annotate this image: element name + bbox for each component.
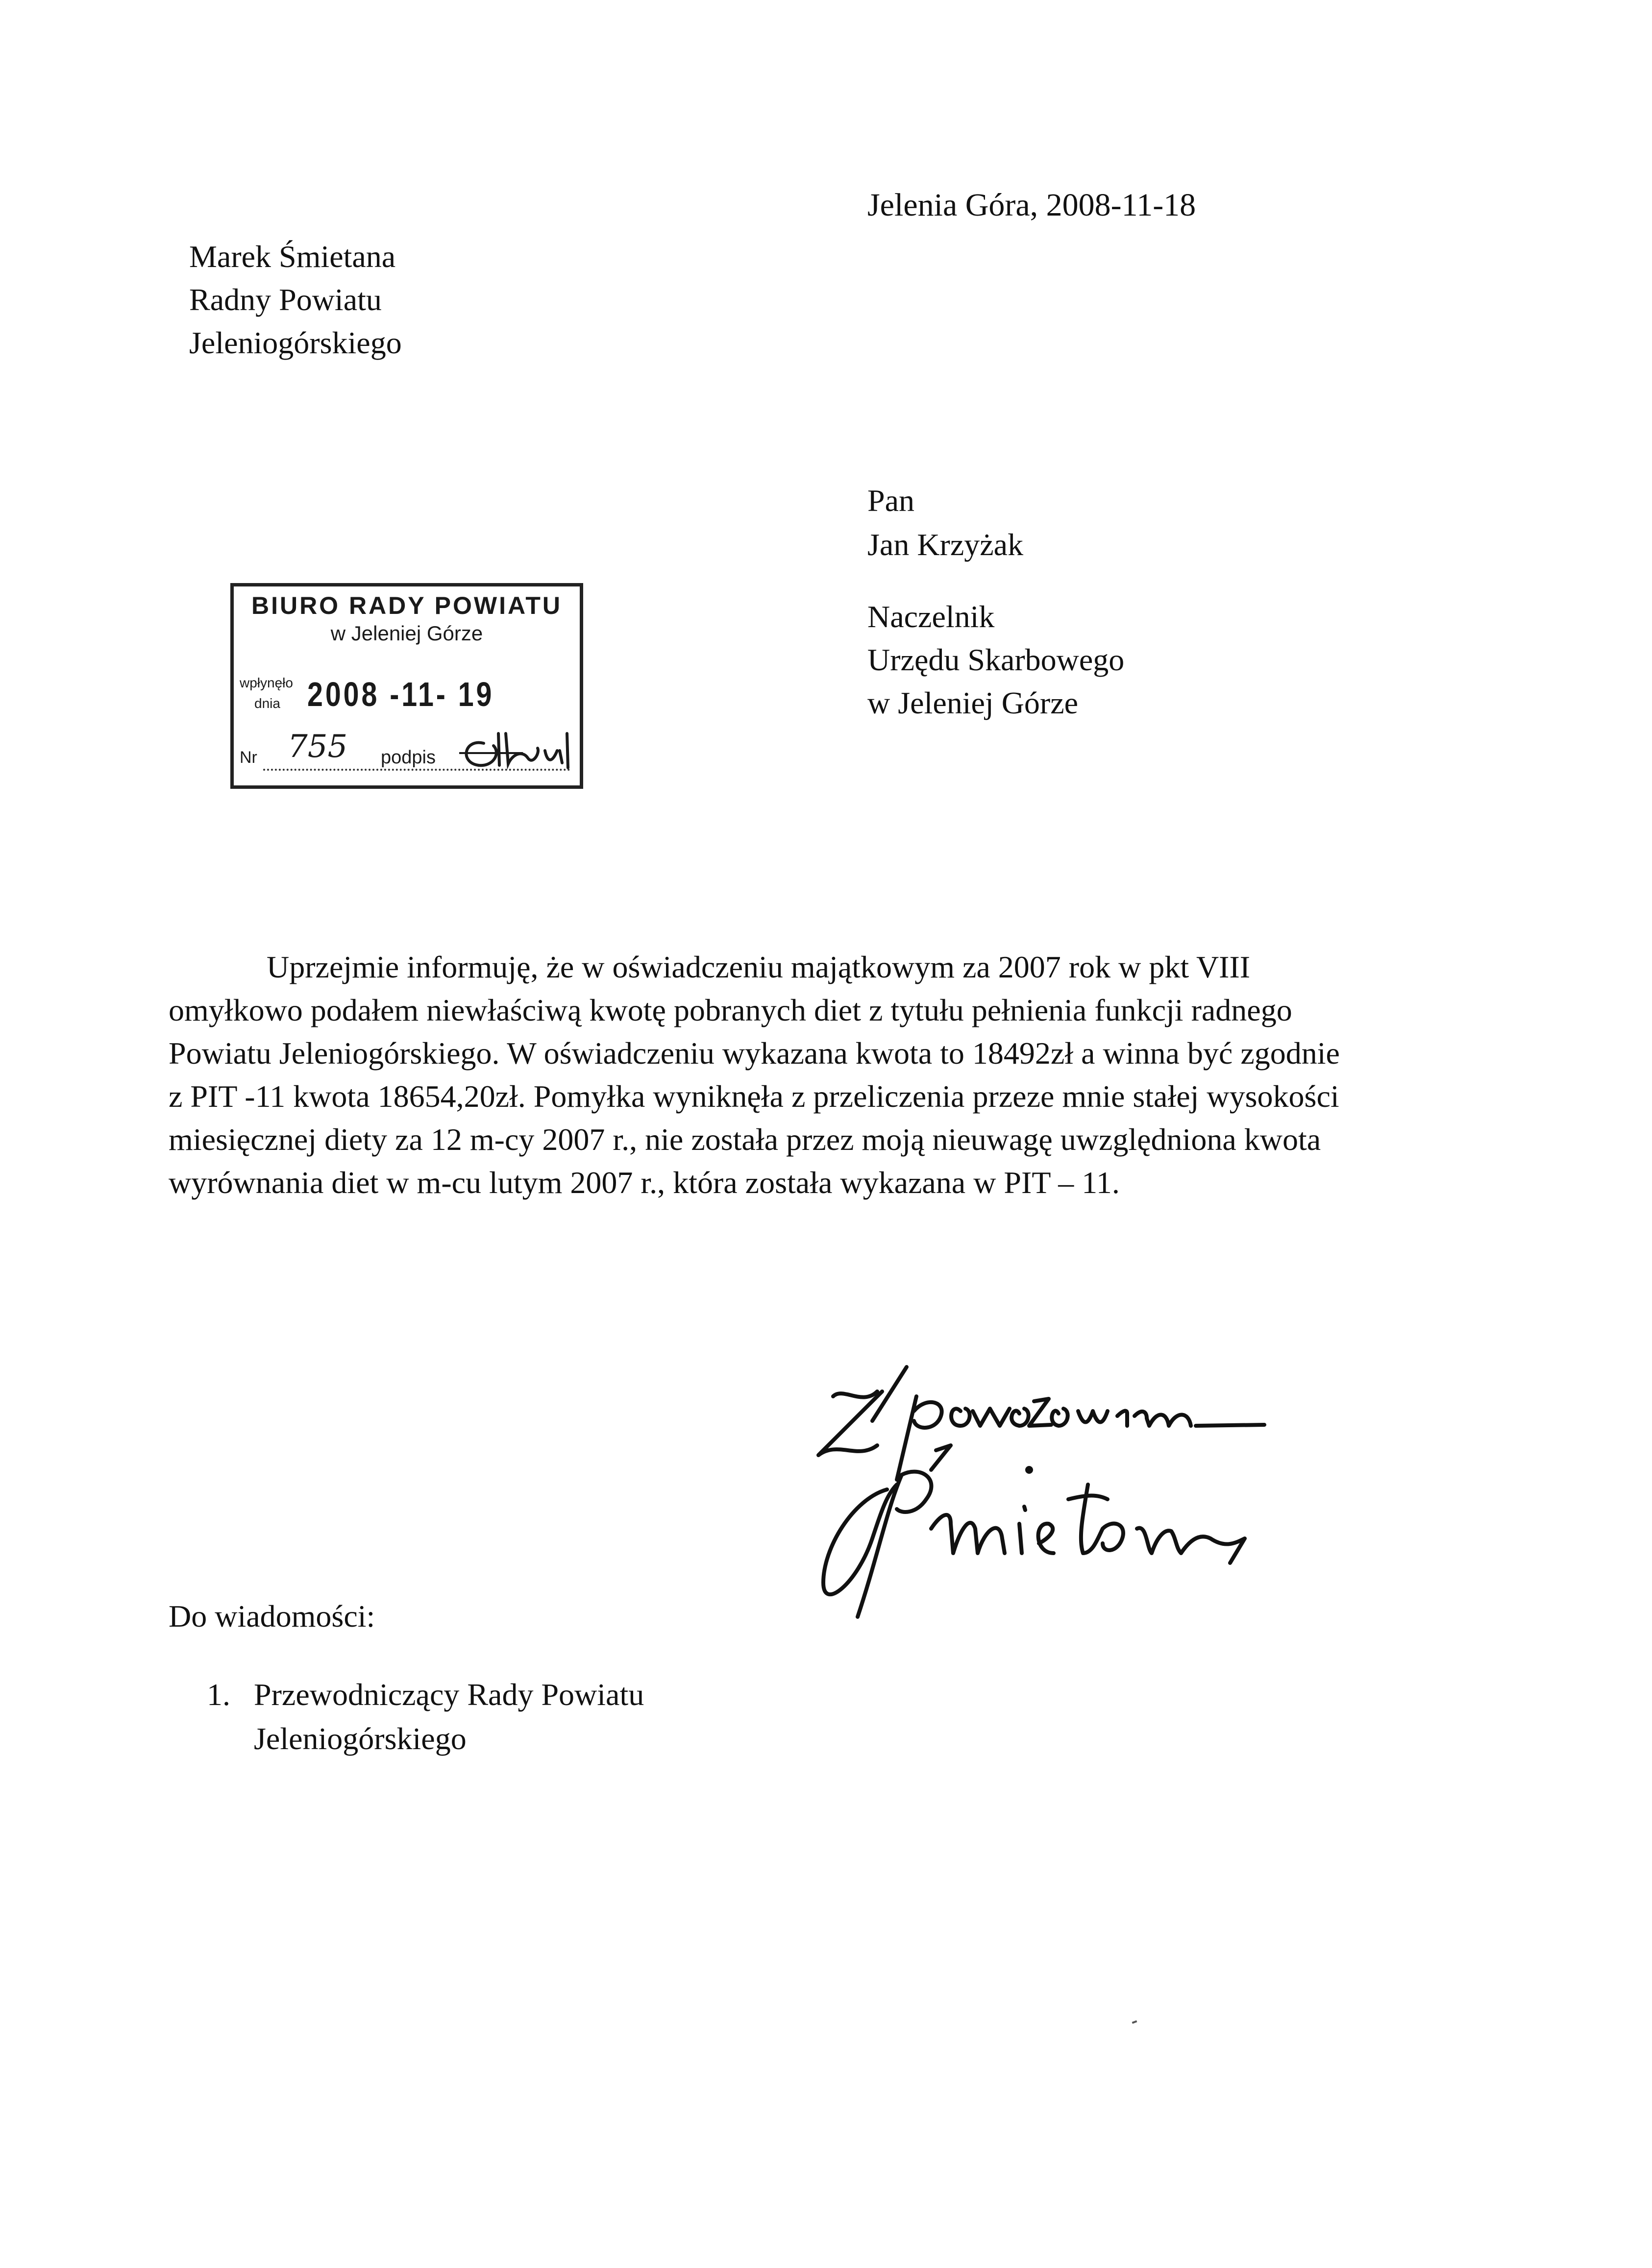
stamp-day-label: dnia: [254, 696, 280, 711]
addressee-office-line: Naczelnik: [867, 599, 995, 634]
cc-item-line2: Jeleniogórskiego: [254, 1721, 467, 1756]
sender-name: Marek Śmietana: [189, 239, 396, 274]
handwritten-closing-signature: [804, 1352, 1411, 1627]
body-line: miesięcznej diety za 12 m-cy 2007 r., nie została przez moją nieuwagę uwzględniona kwota: [169, 1122, 1321, 1157]
stamp-title: BIURO RADY POWIATU: [251, 592, 563, 619]
received-stamp: [230, 583, 583, 789]
stamp-nr-value: 755: [288, 729, 348, 765]
stamp-received-date: 2008 -11- 19: [307, 675, 494, 713]
addressee-office-line: Urzędu Skarbowego: [867, 642, 1125, 677]
body-line: Powiatu Jeleniogórskiego. W oświadczeniu wykazana kwota to 18492zł a winna być zgodnie: [169, 1036, 1340, 1071]
stamp-signature-label: podpis: [381, 747, 436, 768]
cc-item-number: 1.: [207, 1677, 230, 1712]
stamp-nr-label: Nr: [240, 748, 257, 767]
body-line: Uprzejmie informuję, że w oświadczeniu majątkowym za 2007 rok w pkt VIII: [267, 950, 1251, 984]
addressee-salutation: Pan: [867, 483, 914, 518]
stamp-received-label: wpłynęło: [240, 675, 293, 690]
cc-item-line1: Przewodniczący Rady Powiatu: [254, 1677, 644, 1712]
sender-title: Radny Powiatu: [189, 282, 382, 317]
stamp-initials-signature: [454, 724, 577, 778]
sender-block: [189, 235, 402, 365]
stray-mark: [1132, 2020, 1137, 2024]
stamp-subtitle: w Jeleniej Górze: [330, 622, 483, 645]
addressee-office-line: w Jeleniej Górze: [867, 685, 1079, 720]
addressee-name: Jan Krzyżak: [867, 527, 1024, 562]
body-line: wyrównania diet w m-cu lutym 2007 r., która została wykazana w PIT – 11.: [169, 1165, 1120, 1200]
date-line: Jelenia Góra, 2008-11-18: [867, 187, 1196, 223]
letter-body: [169, 946, 1340, 1204]
sender-county: Jeleniogórskiego: [189, 325, 402, 360]
body-line: z PIT -11 kwota 18654,20zł. Pomyłka wyniknęła z przeliczenia przeze mnie stałej wysokości: [169, 1079, 1339, 1114]
cc-label: Do wiadomości:: [169, 1599, 375, 1634]
body-line: omyłkowo podałem niewłaściwą kwotę pobranych diet z tytułu pełnienia funkcji radnego: [169, 993, 1292, 1027]
addressee-office: [867, 595, 1124, 725]
